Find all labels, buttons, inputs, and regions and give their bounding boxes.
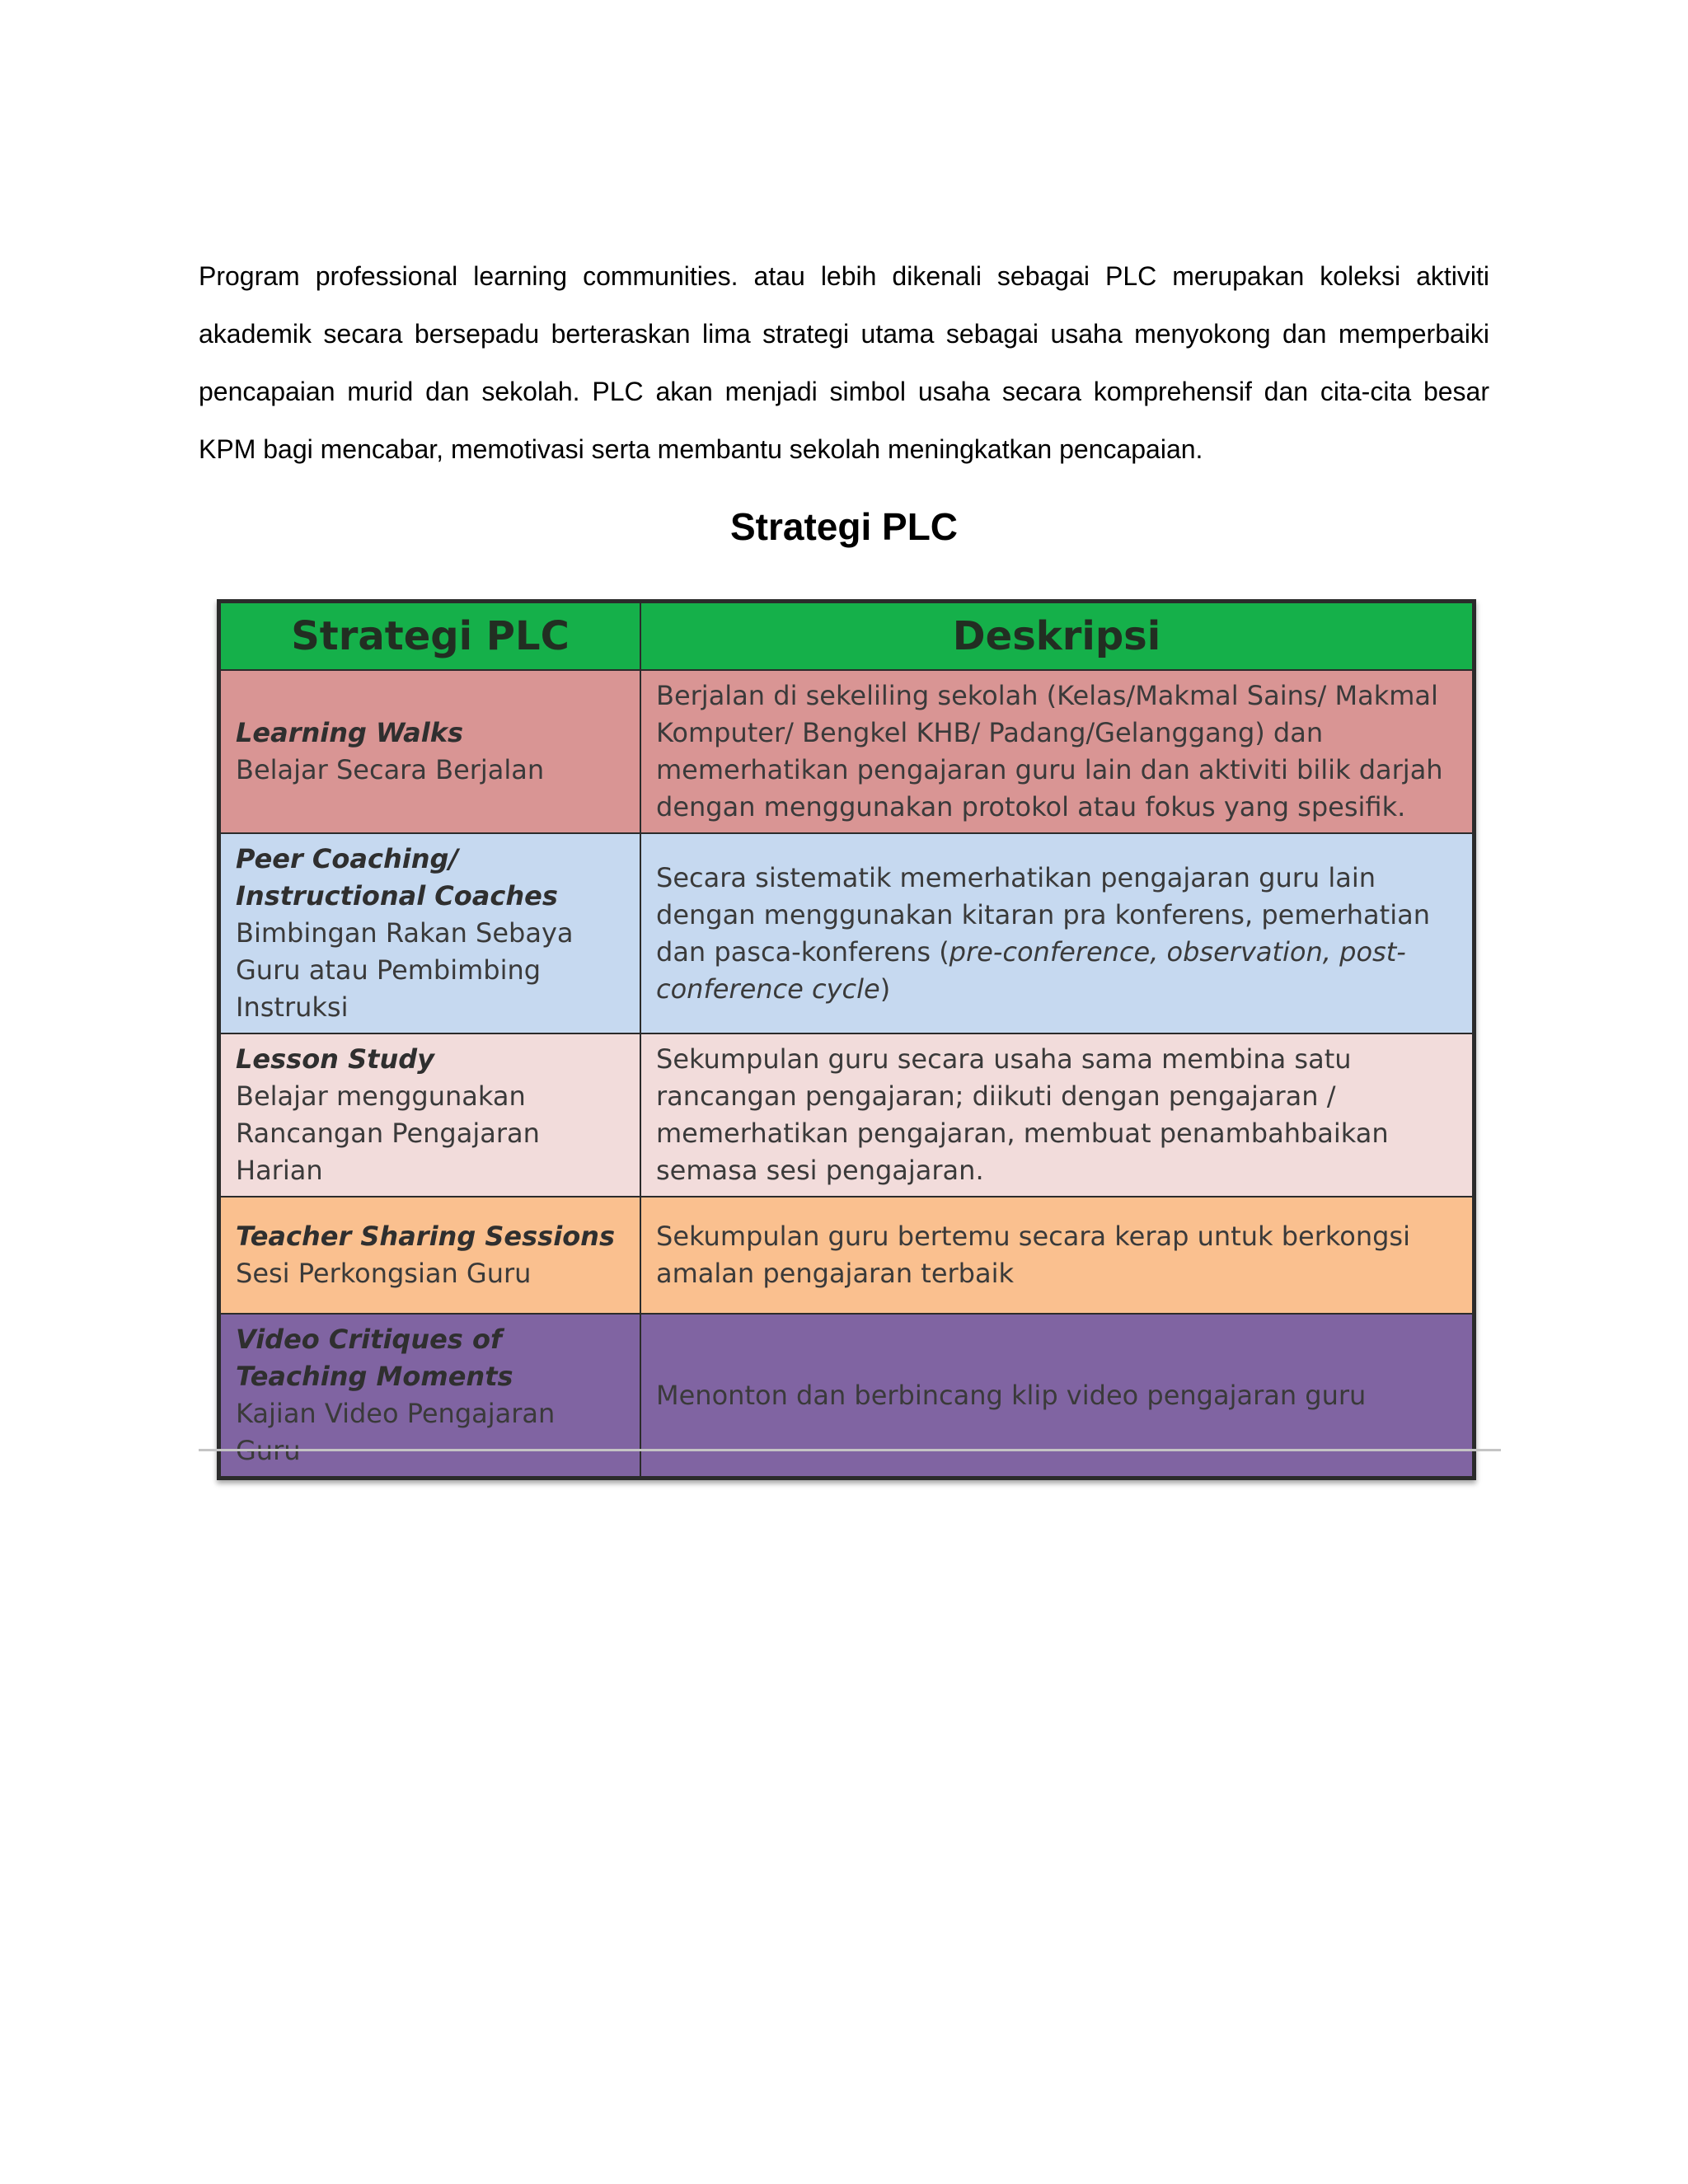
strategy-name-ms: Sesi Perkongsian Guru [236, 1258, 532, 1289]
table-row [220, 1033, 1473, 1197]
strategy-cell [220, 1033, 640, 1197]
description-cell [640, 833, 1473, 1033]
description-cell: Berjalan di sekeliling sekolah (Kelas/Makmal Sains/ Makmal Komputer/ Bengkel KHB/ Padang/Gelanggang) dan memerhatikan pengajaran guru lain dan aktiviti bilik darjah dengan menggunakan protokol atau fokus yang spesifik. [640, 670, 1473, 833]
intro-paragraph: Program professional learning communities. atau lebih dikenali sebagai PLC merupakan koleksi aktiviti akademik secara bersepadu berteraskan lima strategi utama sebagai usaha menyokong dan memperbaiki pencapaian murid dan sekolah. PLC akan menjadi simbol usaha secara komprehensif dan cita-cita besar KPM bagi mencabar, memotivasi serta membantu sekolah meningkatkan pencapaian. [199, 261, 1489, 464]
horizontal-divider [199, 1449, 1501, 1451]
strategy-name-ms: Belajar menggunakan Rancangan Pengajaran Harian [236, 1080, 540, 1186]
strategy-cell [220, 1314, 640, 1477]
strategy-name-en: Video Critiques of Teaching Moments [236, 1324, 513, 1392]
strategy-cell [220, 670, 640, 833]
strategy-name-en: Learning Walks [236, 717, 464, 748]
strategy-name-en: Peer Coaching/ Instructional Coaches [236, 843, 558, 912]
table-row [220, 833, 1473, 1033]
header-description: Deskripsi [640, 602, 1473, 670]
table-row [220, 1197, 1473, 1314]
table-row [220, 670, 1473, 833]
description-emphasis: pre-conference, observation, post-conference cycle [656, 935, 1406, 1005]
description-cell: Sekumpulan guru bertemu secara kerap untuk berkongsi amalan pengajaran terbaik [640, 1197, 1473, 1314]
strategy-cell [220, 833, 640, 1033]
description-cell: Sekumpulan guru secara usaha sama membina satu rancangan pengajaran; diikuti dengan pengajaran / memerhatikan pengajaran, membuat penambahbaikan semasa sesi pengajaran. [640, 1033, 1473, 1197]
strategy-name-en: Lesson Study [236, 1043, 434, 1075]
strategy-name-ms: Bimbingan Rakan Sebaya Guru atau Pembimbing Instruksi [236, 917, 574, 1023]
strategy-cell [220, 1197, 640, 1314]
table-row [220, 1314, 1473, 1477]
description-text: Secara sistematik memerhatikan pengajaran guru lain dengan menggunakan kitaran pra konferens, pemerhatian dan pasca-konferens ( [656, 861, 1430, 968]
strategy-name-ms: Belajar Secara Berjalan [236, 754, 545, 785]
strategy-name-en: Teacher Sharing Sessions [236, 1221, 615, 1252]
table-header-row [220, 602, 1473, 670]
strategy-table [217, 599, 1476, 1480]
description-cell: Menonton dan berbincang klip video pengajaran guru [640, 1314, 1473, 1477]
strategy-name-ms: Kajian Video Pengajaran Guru [236, 1398, 556, 1466]
section-title: Strategi PLC [729, 505, 959, 548]
header-strategy: Strategi PLC [220, 602, 640, 670]
strategy-table-grid [219, 602, 1474, 1478]
description-text-end: ) [879, 972, 891, 1005]
